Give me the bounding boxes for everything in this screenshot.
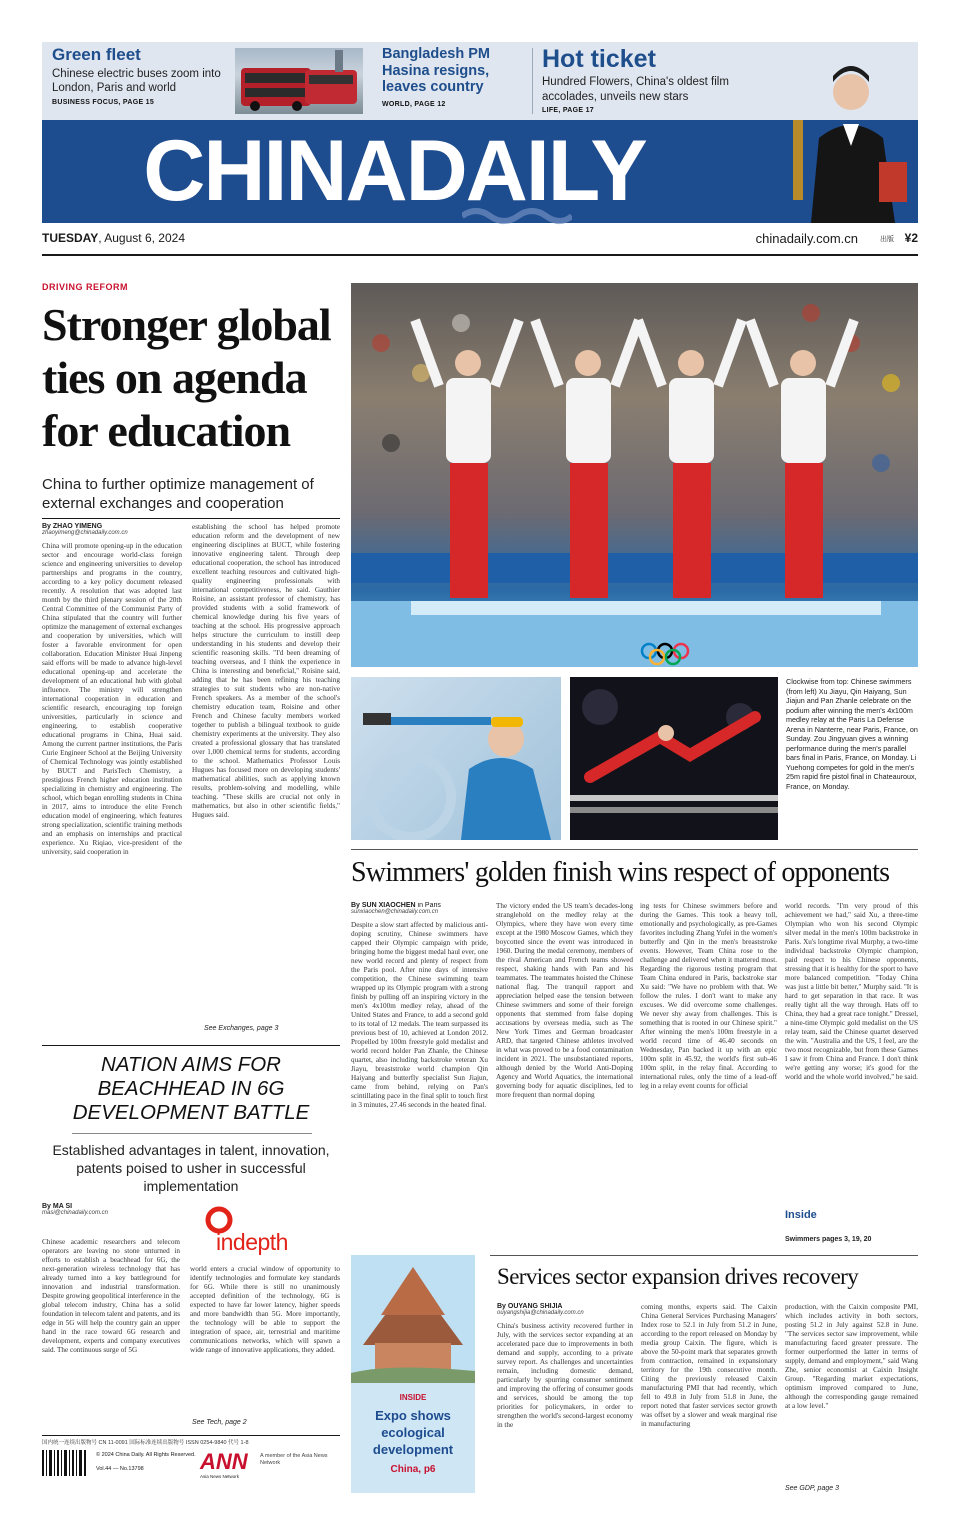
teaser-text: Chinese electric buses zoom into London, Paris and world (52, 67, 221, 95)
logo-daily: DAILY (405, 123, 646, 219)
indepth-col-2 (190, 1265, 340, 1415)
services-body-1: China's business activity recovered further in July, with the services sector expanding at an accelerated pace due to improvements in both demand and supply, according to a private survey report. As challenges and uncertainties remain, including domestic demand, particularly by spurring consumer sentiment and improving the offering of consumer goods and services, should be among the top priorities for policymakers, in order to strengthen the world's second-largest economy in the (497, 1322, 633, 1429)
teaser-bangladesh[interactable] (382, 46, 532, 124)
teaser-divider (532, 48, 533, 114)
swim-byline: By SUN XIAOCHEN (351, 902, 416, 909)
indepth-col-1 (42, 1238, 180, 1424)
rule (490, 1255, 918, 1256)
teaser-title: Green fleet (52, 46, 141, 64)
indepth-byline-block (42, 1203, 182, 1216)
lead-col-1 (42, 523, 182, 1035)
services-headline[interactable]: Services sector expansion drives recovery (497, 1264, 859, 1289)
shooter-photo[interactable] (351, 677, 561, 840)
swim-email: sunxiaochen@chinadaily.com.cn (351, 909, 439, 915)
services-col-3 (785, 1303, 918, 1483)
lead-headline[interactable]: Stronger global ties on agenda for education (42, 299, 331, 456)
gymnast-illustration (570, 677, 778, 840)
teaser-green-fleet[interactable] (52, 46, 262, 124)
swim-body-4: world records. "I'm very proud of this achievement we had," said Xu, a three-time Olympian who won his second Olympic silver medal in the men's 100m backstroke in Paris. Xu's longtime rival Murphy, a two-time individual backstroke Olympic champion, paid respect to his Chinese opponents, stressing that it is healthy for the sport to have more balanced competition. "Today China was just a little bit better," Murphy said. "It is hard to get separation in that race. It was really tight all the way through. Hats off to China, they had a great race tonight." Dressel, a nine-time Olympic gold medalist on the US relay team, said the Chinese quartet deserved the win. "Australia and the US, I feel, are the two most recognizable, but from these Games I saw it from China and France. I don't think we're getting any worse; it's good for the world and the whole world involved," he said. (785, 902, 918, 1081)
gymnast-photo[interactable] (570, 677, 778, 840)
double-decker-bus-icon (235, 48, 363, 114)
lead-byline: By ZHAO YIMENG (42, 523, 103, 530)
indepth-headline[interactable]: NATION AIMS FOR BEACHHEAD IN 6G DEVELOPMENT BATTLE (72, 1053, 310, 1124)
china-daily-logo[interactable] (42, 120, 747, 223)
teaser-ref: BUSINESS FOCUS, PAGE 15 (52, 98, 155, 106)
indepth-see-link[interactable]: See Tech, page 2 (192, 1419, 247, 1426)
lead-col-2 (192, 523, 340, 1023)
footer-volume: Vol.44 — No.13798 (96, 1466, 144, 1472)
teaser-title: Hot ticket (542, 46, 656, 73)
date-text: , August 6, 2024 (98, 231, 185, 245)
lead-kicker: DRIVING REFORM (42, 282, 129, 292)
expo-title: Expo shows ecological development (372, 1408, 454, 1457)
website-link[interactable]: chinadaily.com.cn (755, 231, 858, 246)
rule (351, 849, 918, 850)
wave-ornament-icon (462, 204, 572, 226)
expo-ref: China, p6 (390, 1464, 436, 1475)
bus-photo (235, 48, 363, 114)
expo-label: INSIDE (399, 1393, 427, 1402)
lead-see-link[interactable]: See Exchanges, page 3 (204, 1025, 279, 1032)
footer-copyright: © 2024 China Daily. All Rights Reserved. (96, 1452, 196, 1458)
teaser-ref: WORLD, PAGE 12 (382, 101, 446, 109)
services-body-2: coming months, experts said. The Caixin China General Services Purchasing Managers' Index rose to 52.1 in July from 51.2 in June, according to the report released on Monday by media group Caixin. The figure, which is above the 50-point mark that separates growth from contraction, remained in expansionary territory for the 19th consecutive month. Citing the previously released Caixin manufacturing PMI that had recently, which fell to 49.8 in July from 51.8 in June, the report noted that faster services sector growth was offset by a slower and weak marginal rise in manufacturing (641, 1303, 777, 1428)
indepth-logo (200, 1205, 308, 1255)
pagoda-illustration (351, 1255, 475, 1383)
services-email: ouyangshijia@chinadaily.com.cn (497, 1310, 584, 1316)
ann-member: A member of the Asia News Network (260, 1453, 328, 1466)
swim-col-1 (351, 902, 488, 1242)
teaser-text: Hundred Flowers, China's oldest film accolades, unveils new stars (542, 76, 729, 103)
indepth-byline: By MA SI (42, 1203, 73, 1210)
lead-body-2: establishing the school has helped promote education reform and the development of new engineering disciplines at BUCT, while fostering innovative engineering talent. Through deep educational cooperation, the school has introduced excellent teaching resources and cultivated high-quality engineering professionals with international competitiveness, he said. Gauthier Roisine, an assistant professor of chemistry, has provided students with a solid framework of chemical knowledge during his five years of teaching at the school. His progressive approach helps structure the curriculum to instill deep understanding in his students and develop their scientific reasoning skills. "I'd been dreaming of teaching overseas, and I think the experience in China is interesting and beneficial," Roisine said, adding that he has been refining his teaching strategies to suit students who are non-native French speakers. As a member of the school's chemistry education team, Roisine and other French and Chinese faculty members worked together to publish a bilingual textbook to guide chemistry experiments at the university. They also created a professional glossary that has translated over 1,000 chemical terms for students, according to the school. Mathematics Professor Louis Hugues has focused more on developing students' mathematical abilities, such as applying known results, problem-solving and modelling, while teaching. "These skills are crucial not only in mathematics, but also in other scientific fields," Hugues said. (192, 523, 340, 819)
photo-caption: Clockwise from top: Chinese swimmers (from left) Xu Jiayu, Qin Haiyang, Sun Jiajun and Pan Zhanle celebrate on the podium after winning the men's 4x100m medley relay at the Paris La Defense Arena in Nanterre, near Paris, France, on Sunday. Zou Jingyuan gives a winning performance during the men's parallel bars final in Paris, France, on Monday. Li Yuehong competes for gold in the men's 25m rapid fire pistol final in Chateauroux, France, on Monday. (786, 677, 918, 791)
swim-headline[interactable]: Swimmers' golden finish wins respect of opponents (351, 857, 890, 888)
podium-illustration (351, 283, 918, 667)
indepth-body-1: Chinese academic researchers and telecom operators are leaving no stone unturned in efforts to establish a beachhead for 6G, the next-generation wireless technology that has already turned into a key battleground for innovation and industrial transformation. Despite growing geopolitical interference in the global telecom industry, China has a solid foundation in telecom talent and patents, and its edge in 5G will help the country gain an upper hand in the race toward 6G research and development, experts and company executives said. The continuous surge of 5G (42, 1238, 180, 1354)
indepth-wordmark: indepth (216, 1229, 288, 1255)
swim-body-2: The victory ended the US team's decades-long stranglehold on the medley relay at the Olympics, where they have won every time except at the 1980 Moscow Games, which they boycotted since the event was introduced in 1960. During the medal ceremony, members of the rival American and French teams showed respect, shaking hands with Pan and his teammates. The teammates hoisted the Chinese national flag. The tranquil rapport and appreciation helped ease the tension between Chinese swimmers and some of their foreign opponents that stemmed from false doping accusations by overseas media, such as The New York Times and German broadcaster ARD, that targeted Chinese athletes involved in what was proved to be a food contamination incident in 2021. The unsubstantiated reports, although denied by the World Anti-Doping Agency and World Aquatics, the international governing body for aquatic disciplines, led to more frequent than normal doping (496, 902, 633, 1099)
swim-col-4 (785, 902, 918, 1207)
rule (72, 1133, 312, 1134)
expo-promo[interactable] (351, 1255, 475, 1493)
indepth-email: masi@chinadaily.com.cn (42, 1210, 109, 1216)
rule (42, 518, 340, 519)
swim-col-2 (496, 902, 633, 1242)
ann-logo: ANN (200, 1449, 248, 1474)
services-byline: By OUYANG SHIJIA (497, 1303, 563, 1310)
dateline (42, 231, 918, 253)
actor-illustration (785, 42, 918, 223)
date-day: TUESDAY (42, 231, 99, 245)
footer (42, 1440, 342, 1495)
actor-photo (785, 42, 918, 223)
services-body-3: production, with the Caixin composite PMI, which includes activity in both sectors, posting 51.2 in July against 52.8 in June. "The services sector saw improvement, while manufacturing faced greater pressure. The former outperformed the latter in terms of supply, demand and employment," said Wang Zhe, senior economist at Caixin Insight Group. "Regarding market expectations, optimism improved compared to June, although the corresponding gauge remained at a low level." (785, 1303, 918, 1410)
services-col-2 (641, 1303, 777, 1498)
teaser-hot-ticket[interactable] (542, 46, 792, 124)
lead-body-1: China will promote opening-up in the education sector and encourage world-class foreign science and engineering universities to develop partnerships and programs in the country, according to a key policy document released recently. A resolution that was adopted last month by the third plenary session of the 20th Central Committee of the Communist Party of China stipulated that the country will further optimize the management of external exchanges and cooperation by universities, which will foster a favorable environment for open collaboration. Education Minister Huai Jinpeng said efforts will be made to advance high-level educational opening-up and accelerate the development of an educational hub with global influence. The ministry will strengthen international cooperation in education and scientific research, encouraging top foreign universities, particularly in science and engineering, to establish cooperative educational programs in China, Huai said. Among the current partner institutions, the Paris Curie Engineer School at the Beijing University of Chemical Technology was jointly established by BUCT and ParisTech Chemistry, a prestigious French higher education institution specializing in chemistry and engineering. The school, which began enrolling students in China in 2017, aims to introduce the elite French education model of engineering, which features strong specialization, scientific training methods and an emphasis on internships and practical experience. Xu Riqiao, vice-president of the university, said cooperation in (42, 542, 182, 856)
services-see-link[interactable]: See GDP, page 3 (785, 1485, 839, 1492)
shooter-illustration (351, 677, 561, 840)
swim-col-3 (640, 902, 777, 1242)
barcode-icon (42, 1450, 86, 1476)
services-col-1 (497, 1303, 633, 1498)
top-rule (42, 254, 918, 256)
price: ¥2 (904, 231, 918, 245)
rule (42, 1045, 340, 1046)
swim-body-3: ing tests for Chinese swimmers before and during the Games. This took a heavy toll, emotionally and psychologically, as pre-Games favorites including Zhang Yufei in the women's butterfly and Qin in the men's breaststroke events. However, Team China rose to the challenge and delivered when it mattered most. Regarding the rigorous testing program that Team China endured in Paris, backstroke star Xu said: "We have no problem with that. We follow the rules. I don't want to make any excuses. We did overcome some challenges. We never shy away from challenges. This is something that is rooted in our Chinese spirit." After winning the men's 100m freestyle in a world record time of 46.40 seconds on Wednesday, Pan backed it up with an epic 100m split in 45.92, the world's first sub-46 100m split, in the relay final. According to international rules, only the time of a lead-off leg in a relay event counts for official (640, 902, 777, 1090)
inside-ref-link[interactable]: Swimmers pages 3, 19, 20 (785, 1236, 872, 1243)
ann-subtitle: Asia News Network (200, 1474, 240, 1479)
lead-email: zhaoyimeng@chinadaily.com.cn (42, 530, 128, 536)
price-label: 出版 (880, 236, 894, 243)
indepth-body-2: world enters a crucial window of opportunity to identify technologies and formulate key standards for 6G. While there is still no unanimously accepted definition of the technology, 6G is expected to have far lower latency, higher speeds and more bandwidth than 5G. More importantly, the technology will be able to support the integration of space, air, terrestrial and maritime communications networks, which will spawn a wide range of innovative applications, they added. (190, 1265, 340, 1354)
teaser-title: Bangladesh PM Hasina resigns, leaves country (382, 46, 490, 96)
rule (42, 1435, 340, 1436)
indepth-deck: Established advantages in talent, innovation, patents poised to usher in successful implementation (52, 1142, 330, 1194)
swim-body-1: Despite a slow start affected by malicious anti-doping scrutiny, Chinese swimmers have capped their Olympic campaign with pride, bringing home the biggest medal haul ever, one new world record and plenty of respect from the Paris pool. After nine days of intensive competition, the Chinese swimming team wrapped up its Olympic program with a strong finish by pulling off an inspiring victory in the men's 4x100m medley relay, ahead of the United States and France, to add a second gold to its total of 12 medals. The team surpassed its previous best of 10, achieved at London 2012. Propelled by 100m freestyle gold medalist and world record holder Pan Zhanle, the Chinese quartet, also including backstroke veteran Xu Jiayu, breaststroke world champion Qin Haiyang and butterfly specialist Sun Jiajun, came from behind, relying on Pan's scintillating pace in the final split to touch first in 3 minutes, 27.46 seconds in the heated final. (351, 921, 488, 1109)
logo-china: CHINA (143, 123, 406, 219)
footer-issn: 国内统一连续出版物号 CN 11-0091 国际标准连续出版物号 ISSN 0254-9840 代号 1-8 (42, 1440, 249, 1446)
lead-deck: China to further optimize management of external exchanges and cooperation (42, 476, 314, 512)
inside-label: Inside (785, 1209, 817, 1221)
swimmers-podium-photo[interactable] (351, 283, 918, 667)
teaser-ref: LIFE, PAGE 17 (542, 107, 595, 114)
swim-location: in Paris (417, 902, 441, 909)
